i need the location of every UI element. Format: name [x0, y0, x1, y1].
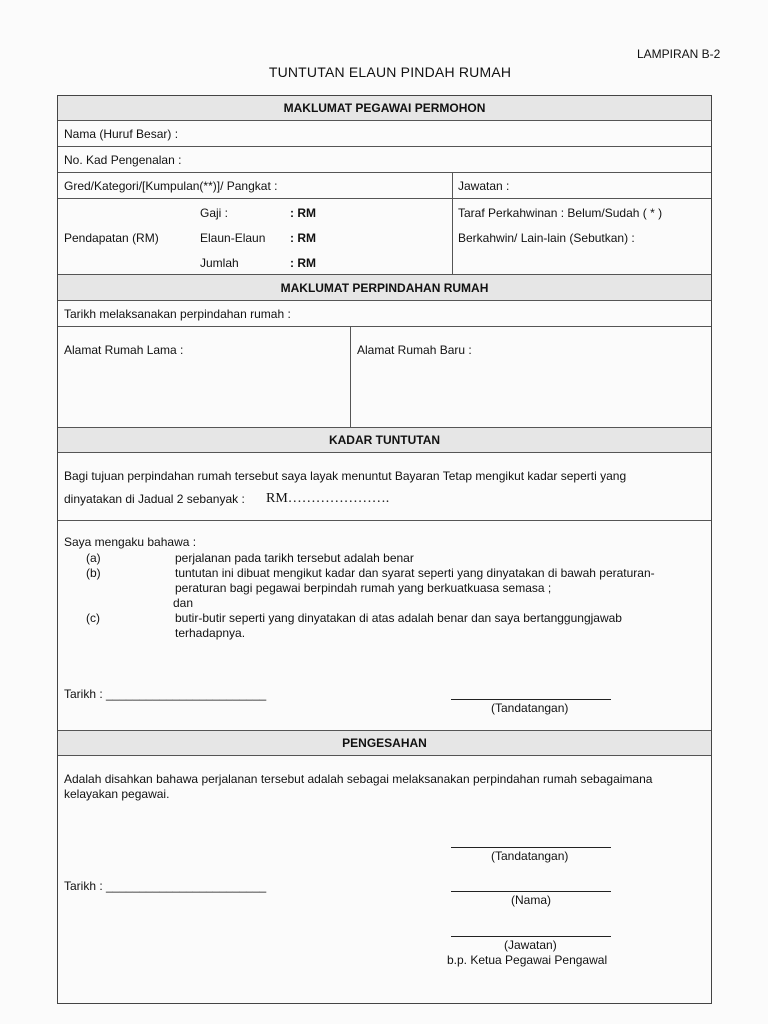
item-a-text: perjalanan pada tarikh tersebut adalah benar	[175, 551, 414, 565]
divider	[452, 173, 453, 198]
tandatangan-label: (Tandatangan)	[491, 849, 569, 863]
field-tarikh-label: Tarikh melaksanakan perpindahan rumah :	[64, 306, 291, 321]
pengakuan-tarikh-field[interactable]: Tarikh : ________________________	[64, 687, 267, 701]
tandatangan-label: (Tandatangan)	[491, 701, 569, 715]
alamat-baru-field[interactable]: Alamat Rumah Baru :	[357, 343, 472, 357]
signature-line[interactable]	[451, 699, 611, 700]
pengesahan-text-1: Adalah disahkan bahawa perjalanan tersebut adalah sebagai melaksanakan perpindahan rumah sebagaimana	[64, 772, 653, 786]
section-header-perpindahan	[58, 275, 711, 301]
pendapatan-label: Pendapatan (RM)	[64, 231, 159, 245]
section-header-text: MAKLUMAT PERPINDAHAN RUMAH	[280, 280, 489, 295]
jumlah-label: Jumlah	[200, 256, 239, 270]
field-tarikh-perpindahan[interactable]	[58, 301, 711, 327]
kadar-rm-field[interactable]: RM………………….	[266, 491, 390, 506]
berkahwin-lain-field[interactable]: Berkahwin/ Lain-lain (Sebutkan) :	[458, 231, 635, 245]
elaun-label: Elaun-Elaun	[200, 231, 266, 245]
divider	[452, 199, 453, 274]
item-c-label: (c)	[86, 611, 100, 625]
section-header-text: PENGESAHAN	[342, 736, 427, 750]
section-header-pegawai	[58, 96, 711, 121]
gaji-rm-field[interactable]: : RM	[290, 206, 316, 220]
document-title: TUNTUTAN ELAUN PINDAH RUMAH	[268, 64, 512, 80]
pengesahan-row	[58, 756, 711, 1003]
pengakuan-row	[58, 521, 711, 731]
pengesahan-text-2: kelayakan pegawai.	[64, 787, 170, 801]
field-nama[interactable]	[58, 121, 711, 147]
jumlah-rm-field[interactable]: : RM	[290, 256, 316, 270]
field-alamat-row	[58, 327, 711, 428]
field-kad-label: No. Kad Pengenalan :	[64, 152, 182, 167]
taraf-perkahwinan-field[interactable]: Taraf Perkahwinan : Belum/Sudah ( * )	[458, 206, 663, 220]
field-kad-pengenalan[interactable]	[58, 147, 711, 173]
item-c-text-2: terhadapnya.	[175, 626, 246, 640]
signature-line[interactable]	[451, 847, 611, 848]
jawatan-line[interactable]	[451, 936, 611, 937]
kadar-row	[58, 453, 711, 521]
pengesahan-tarikh-field[interactable]: Tarikh : ________________________	[64, 879, 267, 893]
nama-label: (Nama)	[511, 893, 552, 907]
field-gred-row	[58, 173, 711, 199]
bp-ketua-label: b.p. Ketua Pegawai Pengawal	[447, 953, 608, 967]
item-b-text-1: tuntutan ini dibuat mengikut kadar dan syarat seperti yang dinyatakan di bawah peraturan-	[175, 566, 655, 580]
section-header-pengesahan	[58, 731, 711, 756]
lampiran-label: LAMPIRAN B-2	[637, 47, 721, 61]
dan-text: dan	[173, 596, 194, 610]
kadar-text-2: dinyatakan di Jadual 2 sebanyak :	[64, 492, 245, 506]
item-b-label: (b)	[86, 566, 101, 580]
section-header-text: MAKLUMAT PEGAWAI PERMOHON	[283, 101, 486, 115]
claim-form	[57, 95, 712, 1004]
gaji-label: Gaji :	[200, 206, 229, 220]
jawatan-label: (Jawatan)	[504, 938, 557, 952]
divider	[350, 327, 351, 427]
section-header-text: KADAR TUNTUTAN	[328, 433, 441, 447]
item-a-label: (a)	[86, 551, 101, 565]
mengaku-text: Saya mengaku bahawa :	[64, 535, 197, 549]
item-c-text-1: butir-butir seperti yang dinyatakan di atas adalah benar dan saya bertanggungjawab	[175, 611, 622, 625]
elaun-rm-field[interactable]: : RM	[290, 231, 316, 245]
field-pendapatan-row	[58, 199, 711, 275]
field-gred-label[interactable]: Gred/Kategori/[Kumpulan(**)]/ Pangkat :	[64, 179, 278, 193]
field-jawatan-label[interactable]: Jawatan :	[458, 179, 510, 193]
section-header-kadar	[58, 428, 711, 453]
nama-line[interactable]	[451, 891, 611, 892]
item-b-text-2: peraturan bagi pegawai berpindah rumah yang berkuatkuasa semasa ;	[175, 581, 552, 595]
alamat-lama-field[interactable]: Alamat Rumah Lama :	[64, 343, 184, 357]
kadar-text-1: Bagi tujuan perpindahan rumah tersebut saya layak menuntut Bayaran Tetap mengikut kadar seperti yang	[64, 469, 627, 483]
field-nama-label: Nama (Huruf Besar) :	[64, 126, 179, 141]
